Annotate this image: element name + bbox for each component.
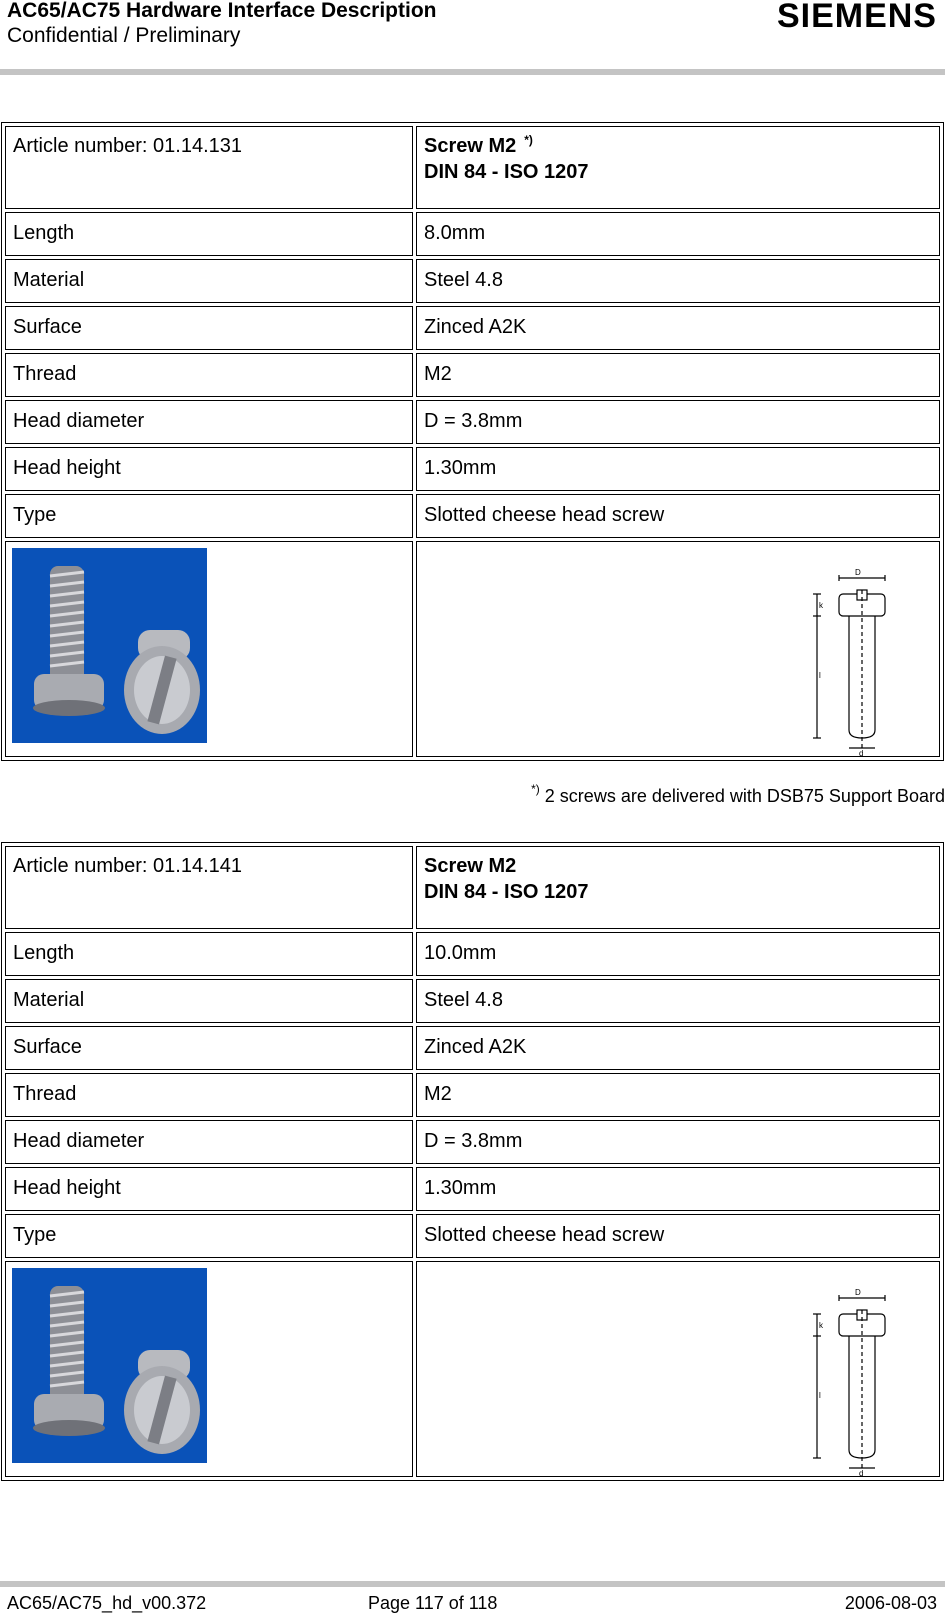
row-label: Thread (5, 1073, 413, 1117)
row-label: Head diameter (5, 1120, 413, 1164)
row-value: Steel 4.8 (416, 259, 940, 303)
screw-technical-drawing (805, 566, 901, 756)
svg-text:k: k (819, 1321, 823, 1330)
table-row (5, 126, 940, 209)
article-number: Article number: 01.14.141 (5, 846, 413, 929)
table-row (5, 212, 940, 256)
row-value: M2 (416, 353, 940, 397)
document-subtitle: Confidential / Preliminary (7, 24, 241, 47)
svg-text:d: d (859, 749, 864, 756)
header-rule (0, 69, 945, 75)
row-label: Thread (5, 353, 413, 397)
table-row (5, 353, 940, 397)
footnote-mark: *) (524, 133, 533, 147)
row-value: Steel 4.8 (416, 979, 940, 1023)
row-label: Material (5, 259, 413, 303)
table-row (5, 932, 940, 976)
svg-text:l: l (819, 671, 821, 680)
screw-spec-table-1 (1, 122, 944, 761)
article-number: Article number: 01.14.131 (5, 126, 413, 209)
row-label: Surface (5, 306, 413, 350)
row-value: 1.30mm (416, 447, 940, 491)
article-name: Screw M2 (424, 855, 517, 877)
article-name-cell (416, 126, 940, 209)
table-row (5, 1167, 940, 1211)
photo-cell (5, 541, 413, 757)
article-standard: DIN 84 - ISO 1207 (424, 161, 589, 183)
svg-text:k: k (819, 601, 823, 610)
footer-page-number: Page 117 of 118 (368, 1593, 498, 1613)
siemens-logo (747, 0, 937, 30)
row-label: Surface (5, 1026, 413, 1070)
table-row (5, 400, 940, 444)
footer-date: 2006-08-03 (844, 1593, 937, 1613)
footnote-text: 2 screws are delivered with DSB75 Support Board (544, 786, 945, 806)
row-label: Head height (5, 1167, 413, 1211)
row-value: D = 3.8mm (416, 400, 940, 444)
svg-text:d: d (859, 1469, 864, 1476)
footnote-mark: *) (531, 782, 540, 796)
photo-cell (5, 1261, 413, 1477)
row-value: M2 (416, 1073, 940, 1117)
table-row (5, 259, 940, 303)
svg-text:D: D (855, 1288, 861, 1297)
table-row (5, 1214, 940, 1258)
row-value: 8.0mm (416, 212, 940, 256)
row-value: Zinced A2K (416, 306, 940, 350)
drawing-cell (416, 1261, 940, 1477)
screw-photo (12, 548, 207, 743)
table-row (5, 1261, 940, 1477)
row-value: 10.0mm (416, 932, 940, 976)
svg-text:l: l (819, 1391, 821, 1400)
row-label: Type (5, 494, 413, 538)
row-label: Length (5, 212, 413, 256)
article-standard: DIN 84 - ISO 1207 (424, 881, 589, 903)
table-row (5, 1026, 940, 1070)
row-value: 1.30mm (416, 1167, 940, 1211)
screw-spec-table-2 (1, 842, 944, 1481)
table-row (5, 494, 940, 538)
table-row (5, 447, 940, 491)
row-value: Slotted cheese head screw (416, 494, 940, 538)
document-title: AC65/AC75 Hardware Interface Description (7, 0, 437, 22)
svg-text:D: D (855, 568, 861, 577)
row-label: Type (5, 1214, 413, 1258)
screw-technical-drawing (805, 1286, 901, 1476)
footer-doc-id: AC65/AC75_hd_v00.372 (7, 1593, 207, 1613)
table-row (5, 541, 940, 757)
screw-photo (12, 1268, 207, 1463)
table-row (5, 979, 940, 1023)
row-label: Length (5, 932, 413, 976)
article-name-cell (416, 846, 940, 929)
row-label: Head height (5, 447, 413, 491)
table-row (5, 1073, 940, 1117)
svg-text:SIEMENS: SIEMENS (776, 0, 937, 30)
row-value: Zinced A2K (416, 1026, 940, 1070)
row-value: Slotted cheese head screw (416, 1214, 940, 1258)
table-row (5, 306, 940, 350)
row-label: Material (5, 979, 413, 1023)
footnote (0, 780, 945, 807)
footer-rule (0, 1581, 945, 1587)
drawing-cell (416, 541, 940, 757)
article-name: Screw M2 (424, 135, 517, 157)
row-label: Head diameter (5, 400, 413, 444)
table-row (5, 846, 940, 929)
table-row (5, 1120, 940, 1164)
row-value: D = 3.8mm (416, 1120, 940, 1164)
